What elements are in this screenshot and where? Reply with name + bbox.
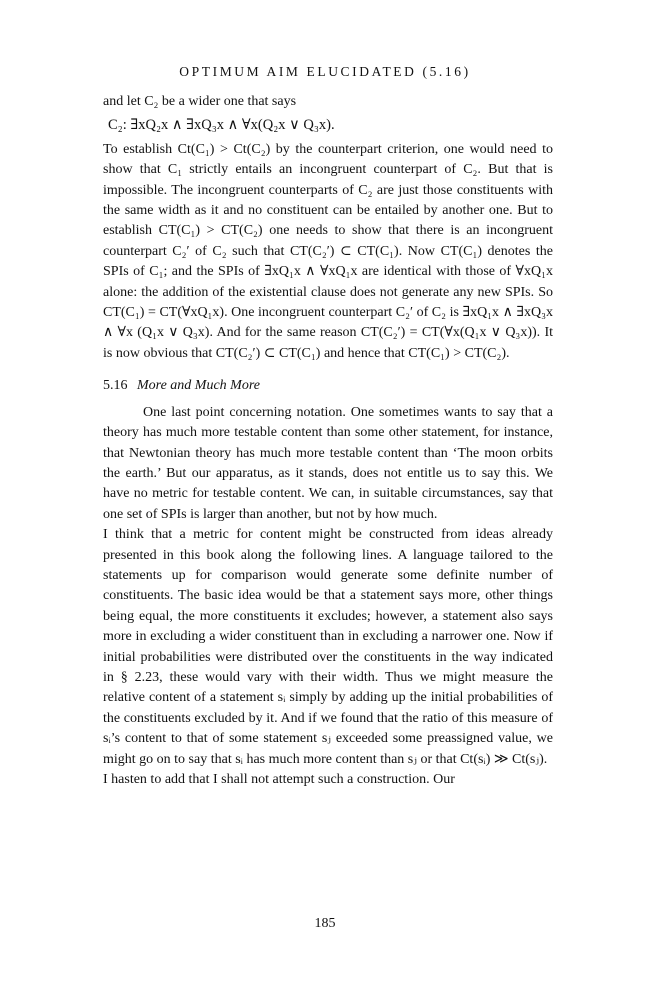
paragraph: and let C₂ be a wider one that says: [103, 94, 297, 109]
paragraph: I hasten to add that I shall not attempt such a construction. Our: [103, 772, 455, 787]
section-heading: [103, 376, 553, 396]
running-head: OPTIMUM AIM ELUCIDATED (5.16): [179, 64, 471, 79]
page-number: 185: [314, 916, 336, 931]
paragraph: I think that a metric for content might be constructed from ideas already presented in this book along the following lines. A language tailored to the statements up for comparison would generate some definite number of constituents. The basic idea would be that a statement says more, other things being equal, the more constituents it excludes; however, a statement also says more in excluding a wider constituent than in excluding a narrower one. Now if initial probabilities were distributed over the constituents in the way indicated in § 2.23, these would vary with their width. Thus we might measure the relative content of a statement sᵢ simply by adding up the initial probabilities of the constituents excluded by it. And if we found that the ratio of this measure of sᵢ’s content to that of some statement sⱼ exceeded some preassigned value, we might go on to say that sᵢ has much more content than sⱼ or that Ct(sᵢ) ≫ Ct(sⱼ).: [103, 527, 553, 767]
section-number: 5.16: [103, 378, 128, 394]
body-text: [103, 92, 553, 790]
formula: C₂: ∃xQ₂x ∧ ∃xQ₃x ∧ ∀x(Q₂x ∨ Q₃x).: [108, 117, 335, 134]
section-title: More and Much More: [137, 378, 260, 394]
paragraph: One last point concerning notation. One sometimes wants to say that a theory has much more testable content than some other statement, for instance, that Newtonian theory has much more testable content than ‘The moon orbits the earth.’ But our apparatus, as it stands, does not entitle us to say this. We have no metric for testable content. We can, in suitable circumstances, say that one set of SPIs is larger than another, but not by how much.: [103, 404, 553, 522]
paragraph: To establish Ct(C₁) > Ct(C₂) by the counterpart criterion, one would need to show that C₁ strictly entails an incongruent counterpart of C₂. But that is impossible. The incongruent counterparts of C₂ are just those constituents with the same width as it and no constituent can be entailed by another one. But to establish CT(C₁) > CT(C₂) one needs to show that there is an incongruent counterpart C₂′ of C₂ such that CT(C₂′) ⊂ CT(C₁). Now CT(C₁) denotes the SPIs of C₁; and the SPIs of ∃xQ₁x ∧ ∀xQ₁x are identical with those of ∀xQ₁x alone: the addition of the existential clause does not generate any new SPIs. So CT(C₁) = CT(∀xQ₁x). One incongruent counterpart C₂′ of C₂ is ∃xQ₁x ∧ ∃xQ₃x ∧ ∀x (Q₁x ∨ Q₃x). And for the same reason CT(C₂′) = CT(∀x(Q₁x ∨ Q₃x)). It is now obvious that CT(C₂′) ⊂ CT(C₁) and hence that CT(C₁) > CT(C₂).: [103, 141, 553, 361]
